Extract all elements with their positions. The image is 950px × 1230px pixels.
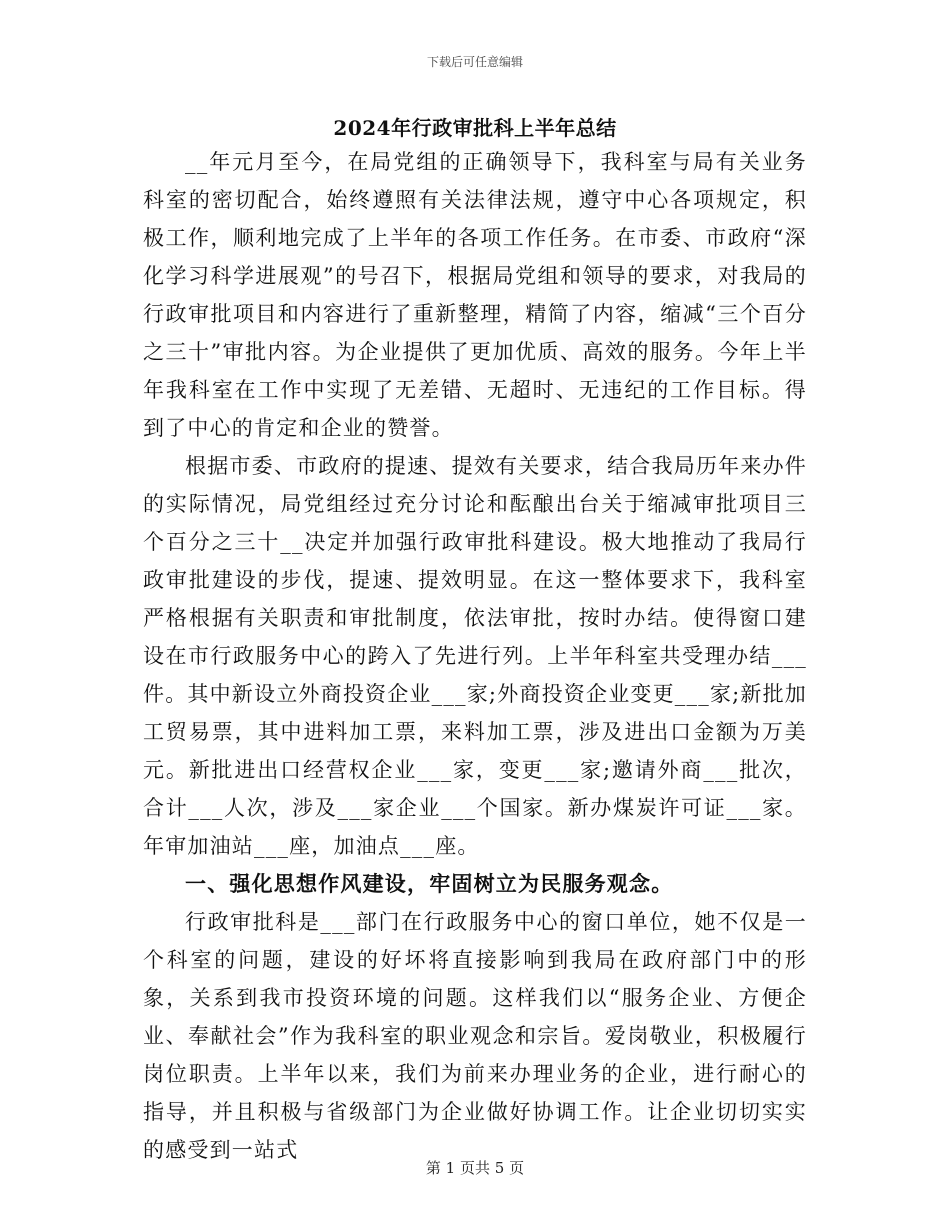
body-paragraph-statistics: 根据市委、市政府的提速、提效有关要求，结合我局历年来办件的实际情况，局党组经过充分讨论和酝酿出台关于缩减审批项目三个百分之三十__决定并加强行政审批科建设。极大地推动了我局行政审批建设的步伐，提速、提效明显。在这一整体要求下，我科室严格根据有关职责和审批制度，依法审批，按时办结。使得窗口建设在市行政服务中心的跨入了先进行列。上半年科室共受理办结___件。其中新设立外商投资企业___家;外商投资企业变更___家;新批加工贸易票，其中进料加工票，来料加工票，涉及进出口金额为万美元。新批进出口经营权企业___家，变更___家;邀请外商___批次，合计___人次，涉及___家企业___个国家。新办煤炭许可证___家。年审加油站___座，加油点___座。 (143, 454, 807, 858)
document-body (143, 143, 807, 1169)
header-note: 下载后可任意编辑 (426, 55, 523, 69)
body-paragraph-section-1: 行政审批科是___部门在行政服务中心的窗口单位，她不仅是一个科室的问题，建设的好坏将直接影响到我局在政府部门中的形象，关系到我市投资环境的问题。这样我们以“服务企业、方便企业、奉献社会”作为我科室的职业观念和宗旨。爱岗敬业，积极履行岗位职责。上半年以来，我们为前来办理业务的企业，进行耐心的指导，并且积极与省级部门为企业做好协调工作。让企业切切实实的感受到一站式 (143, 910, 807, 1162)
body-paragraph-intro: __年元月至今，在局党组的正确领导下，我科室与局有关业务科室的密切配合，始终遵照有关法律法规，遵守中心各项规定，积极工作，顺利地完成了上半年的各项工作任务。在市委、市政府“深化学习科学进展观”的号召下，根据局党组和领导的要求，对我局的行政审批项目和内容进行了重新整理，精简了内容，缩减“三个百分之三十”审批内容。为企业提供了更加优质、高效的服务。今年上半年我科室在工作中实现了无差错、无超时、无违纪的工作目标。得到了中心的肯定和企业的赞誉。 (143, 150, 807, 440)
section-heading-1: 一、强化思想作风建设，牢固树立为民服务观念。 (185, 871, 674, 896)
page-number-footer: 第 1 页共 5 页 (425, 1159, 525, 1177)
document-title: 2024年行政审批科上半年总结 (333, 116, 617, 140)
